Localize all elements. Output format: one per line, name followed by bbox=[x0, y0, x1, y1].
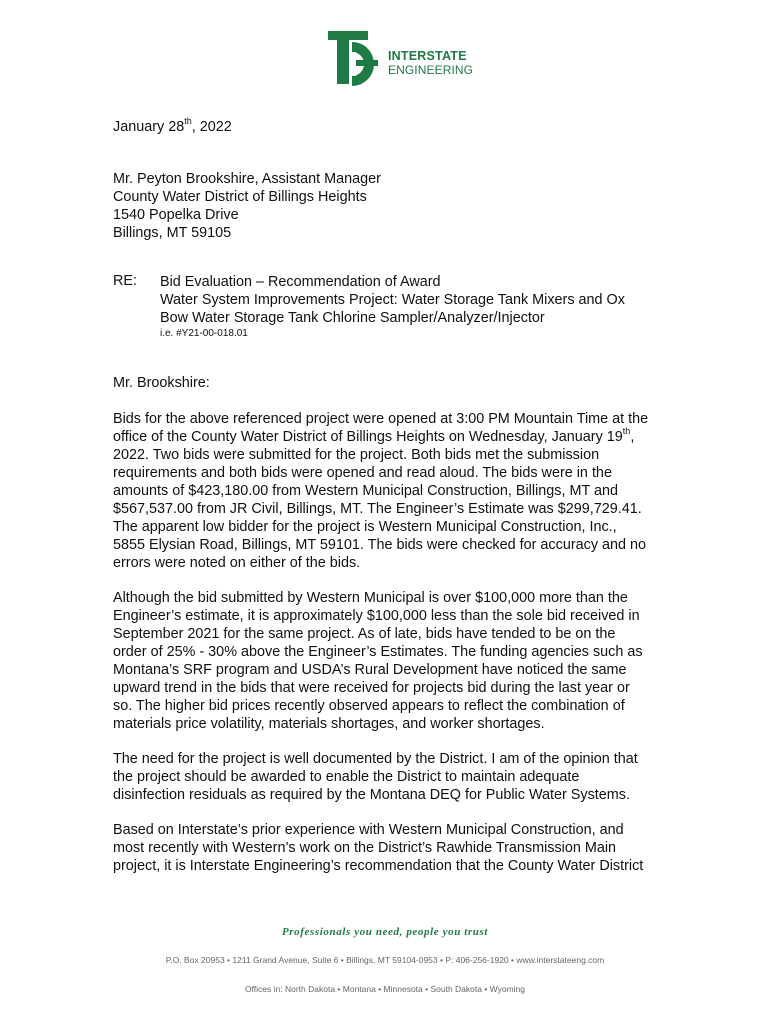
salutation: Mr. Brookshire: bbox=[113, 375, 210, 391]
paragraph-line: 5855 Elysian Road, Billings, MT 59101. The bids were checked for accuracy and no bbox=[113, 537, 647, 553]
paragraph-line: upward trend in the bids that were received for projects bid during the last year or bbox=[113, 680, 630, 696]
recipient-line: Billings, MT 59105 bbox=[113, 225, 232, 241]
re-line: Water System Improvements Project: Water Storage Tank Mixers and Ox bbox=[160, 292, 625, 308]
paragraph-recommendation bbox=[113, 821, 683, 875]
footer-offices: Offices in: North Dakota • Montana • Minnesota • South Dakota • Wyoming bbox=[244, 984, 526, 994]
paragraph-line: most recently with Western’s work on the District’s Rawhide Transmission Main bbox=[113, 840, 617, 856]
paragraph-line: 2022. Two bids were submitted for the project. Both bids met the submission bbox=[113, 447, 600, 463]
paragraph-line: Bids for the above referenced project were opened at 3:00 PM Mountain Time at the bbox=[113, 411, 649, 427]
paragraph-need bbox=[113, 750, 683, 804]
paragraph-line: the project should be awarded to enable the District to maintain adequate bbox=[113, 769, 580, 785]
re-reference: i.e. #Y21-00-018.01 bbox=[160, 328, 248, 339]
re-line: Bow Water Storage Tank Chlorine Sampler/Analyzer/Injector bbox=[160, 310, 545, 326]
paragraph-line: office of the County Water District of Billings Heights on Wednesday, January 19th, bbox=[113, 426, 635, 445]
recipient-line: Mr. Peyton Brookshire, Assistant Manager bbox=[113, 171, 381, 187]
paragraph-line: requirements and both bids were opened and read aloud. The bids were in the bbox=[113, 465, 612, 481]
re-line: Bid Evaluation – Recommendation of Award bbox=[160, 274, 441, 290]
paragraph-line: materials price volatility, materials shortages, and worker shortages. bbox=[113, 716, 545, 732]
logo-line2: ENGINEERING bbox=[388, 62, 474, 77]
recipient-line: 1540 Popelka Drive bbox=[113, 207, 239, 223]
paragraph-line: Engineer’s estimate, it is approximately $100,000 less than the sole bid received in bbox=[113, 608, 640, 624]
paragraph-line: project, it is Interstate Engineering’s recommendation that the County Water District bbox=[113, 858, 644, 874]
paragraph-line: order of 25% - 30% above the Engineer’s Estimates. The funding agencies such as bbox=[113, 644, 643, 660]
footer-address: P.O. Box 20953 • 1211 Grand Avenue, Suite 6 • Billings, MT 59104-0953 • P: 406-256-1920 • www.interstateeng.com bbox=[165, 955, 605, 965]
logo-line1: INTERSTATE bbox=[388, 49, 467, 63]
company-logo bbox=[322, 28, 472, 88]
interstate-engineering-logo-icon bbox=[322, 28, 384, 88]
paragraph-line: errors were noted on either of the bids. bbox=[113, 555, 361, 571]
paragraph-line: Montana’s SRF program and USDA’s Rural Development have noticed the same bbox=[113, 662, 627, 678]
logo-wordmark bbox=[388, 50, 473, 76]
letter-date: January 28th, 2022 bbox=[113, 116, 232, 135]
re-label: RE: bbox=[113, 273, 137, 289]
footer-tagline: Professionals you need, people you trust bbox=[281, 926, 489, 938]
paragraph-line: disinfection residuals as required by the Montana DEQ for Public Water Systems. bbox=[113, 787, 630, 803]
recipient-address bbox=[113, 170, 381, 242]
re-subject bbox=[160, 273, 625, 341]
paragraph-estimate bbox=[113, 589, 683, 733]
paragraph-line: $567,537.00 from JR Civil, Billings, MT. The Engineer’s Estimate was $299,729.41. bbox=[113, 501, 642, 517]
paragraph-bids bbox=[113, 410, 683, 572]
paragraph-line: The need for the project is well documented by the District. I am of the opinion that bbox=[113, 751, 638, 767]
paragraph-line: The apparent low bidder for the project is Western Municipal Construction, Inc., bbox=[113, 519, 617, 535]
paragraph-line: Although the bid submitted by Western Municipal is over $100,000 more than the bbox=[113, 590, 628, 606]
paragraph-line: so. The higher bid prices recently observed appears to reflect the combination of bbox=[113, 698, 625, 714]
paragraph-line: Based on Interstate’s prior experience with Western Municipal Construction, and bbox=[113, 822, 624, 838]
paragraph-line: amounts of $423,180.00 from Western Municipal Construction, Billings, MT and bbox=[113, 483, 618, 499]
recipient-line: County Water District of Billings Heights bbox=[113, 189, 367, 205]
paragraph-line: September 2021 for the same project. As of late, bids have tended to be on the bbox=[113, 626, 616, 642]
